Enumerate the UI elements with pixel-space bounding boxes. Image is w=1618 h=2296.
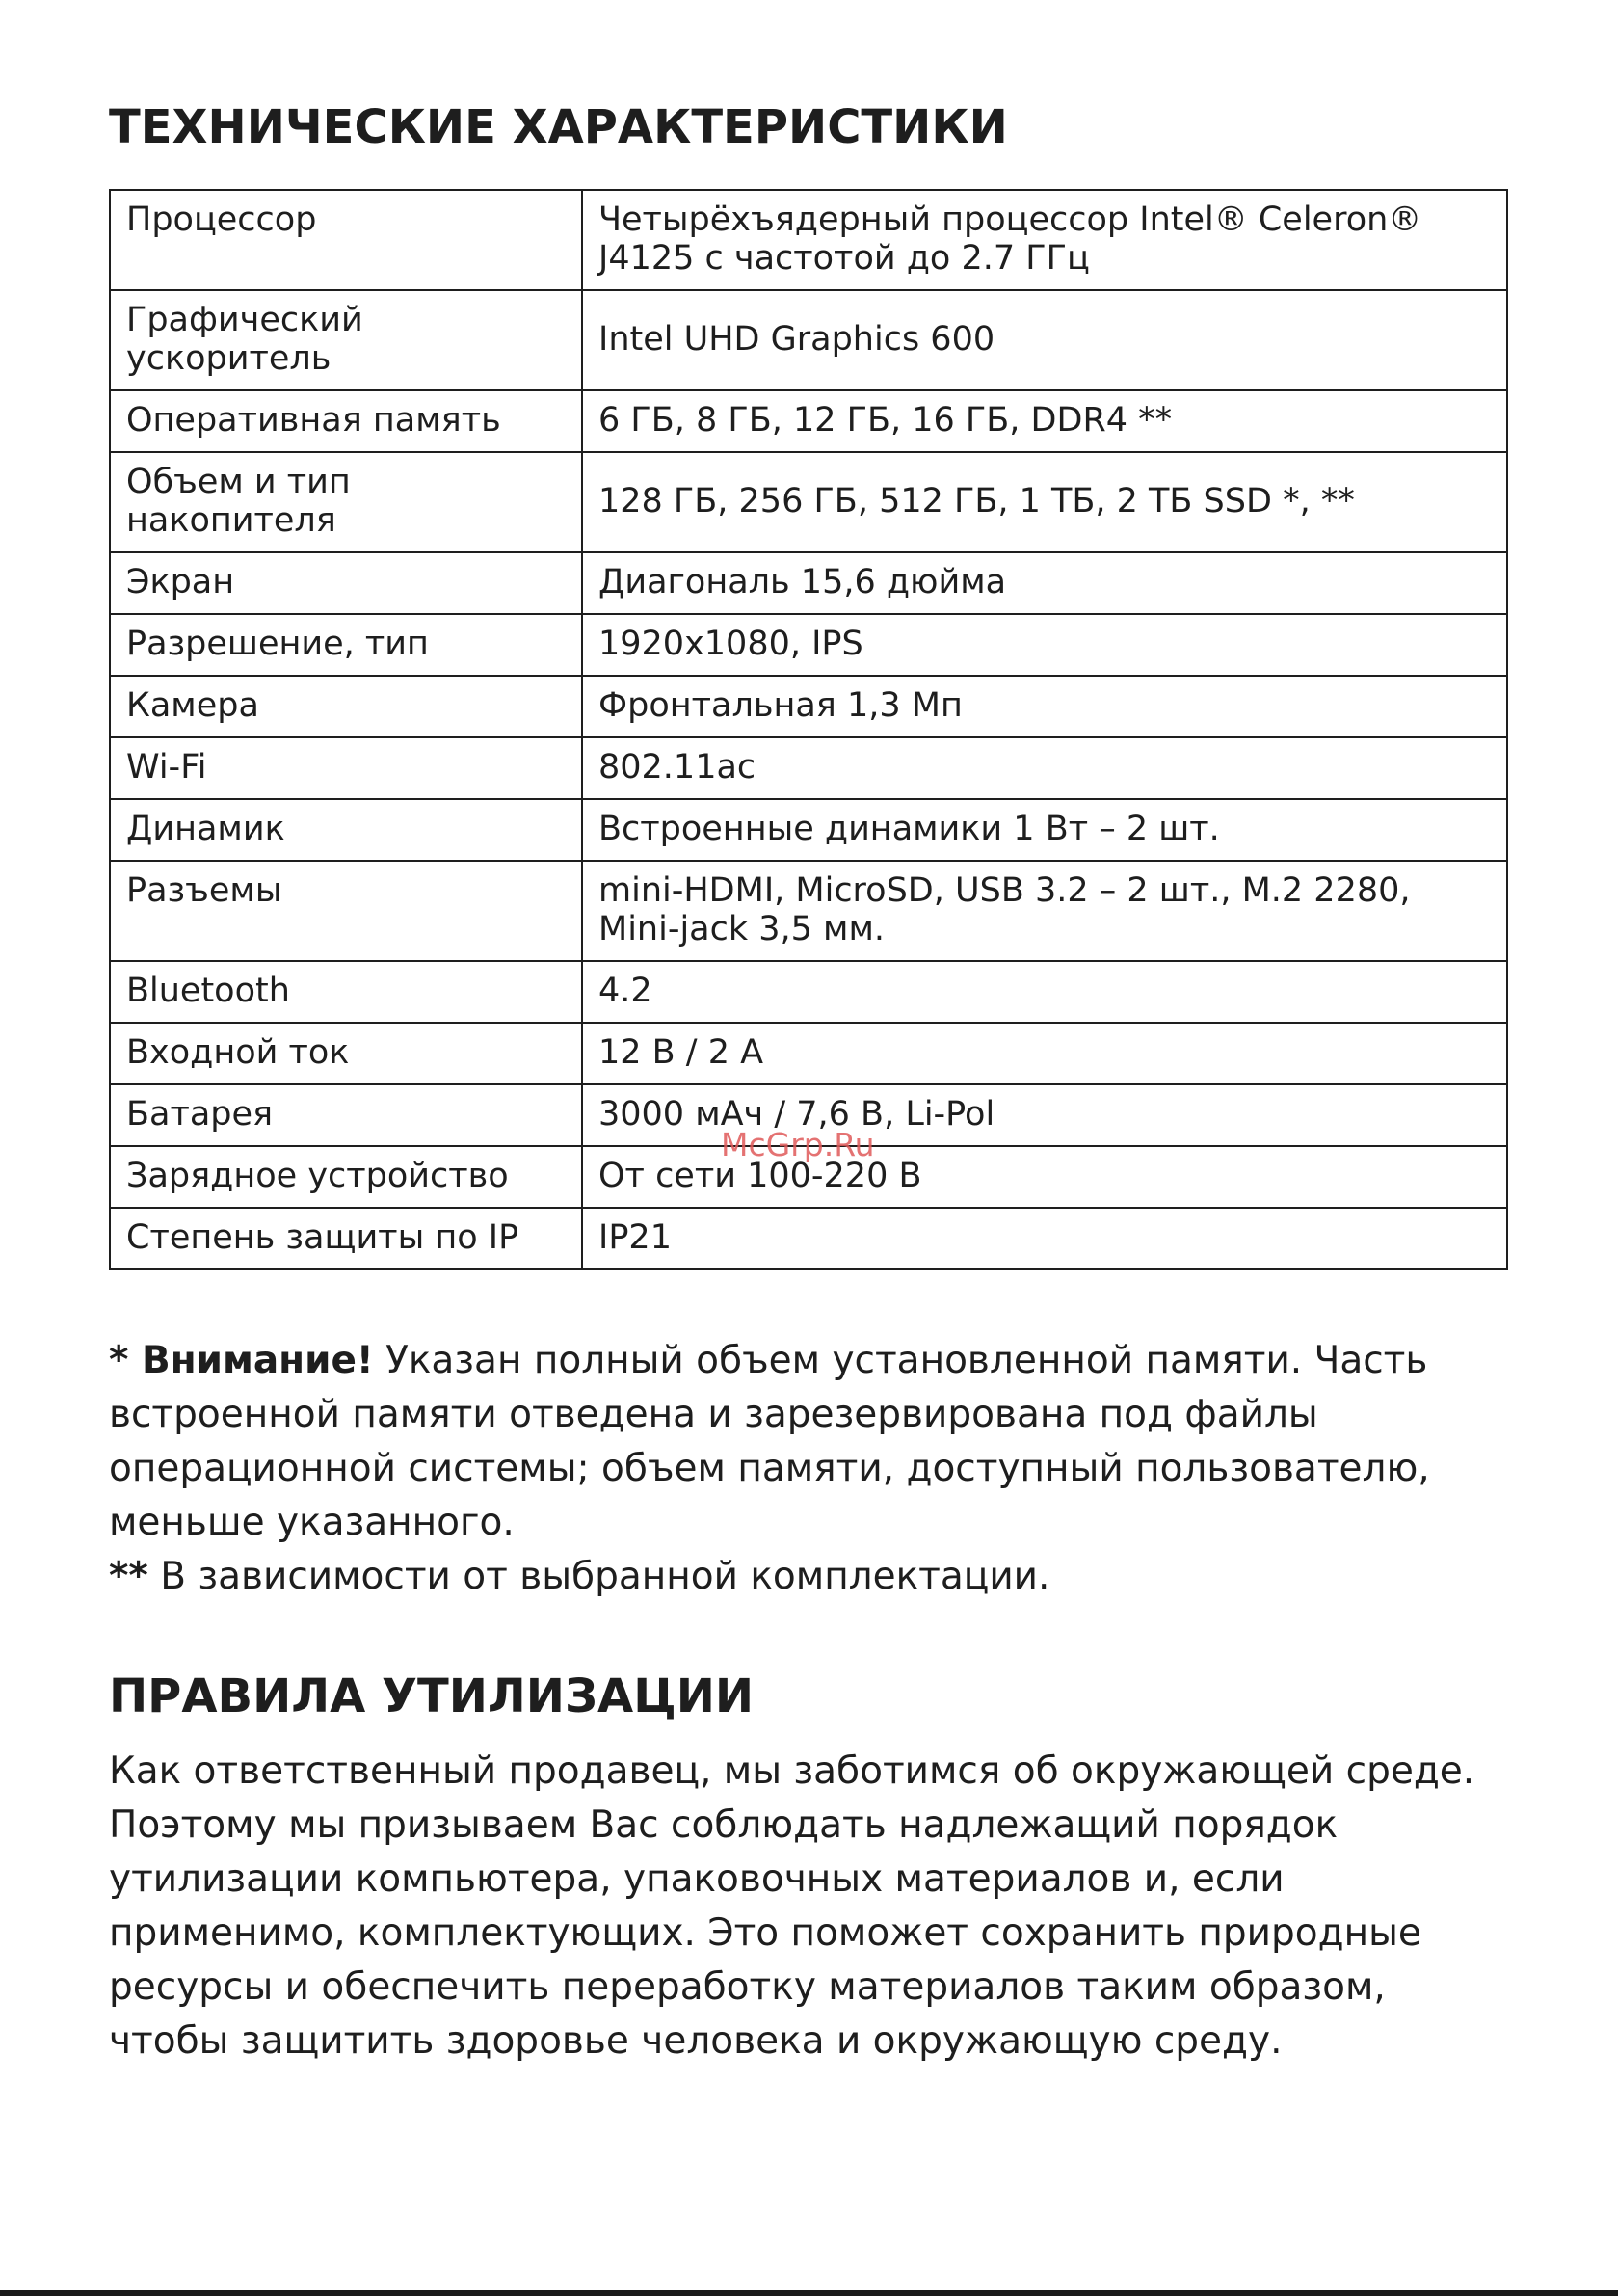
table-row (110, 676, 1507, 737)
spec-value: 3000 мАч / 7,6 В, Li-Pol (582, 1084, 1507, 1146)
warning-note (109, 1334, 1506, 1550)
spec-label: Экран (110, 552, 582, 614)
config-marker: ** (109, 1555, 148, 1598)
spec-label: Разъемы (110, 861, 582, 961)
watermark: McGrp.Ru (721, 1126, 875, 1163)
spec-label: Динамик (110, 799, 582, 861)
spec-label: Батарея (110, 1084, 582, 1146)
table-row (110, 737, 1507, 799)
spec-label: Степень защиты по IP (110, 1208, 582, 1269)
table-row (110, 861, 1507, 961)
table-row (110, 552, 1507, 614)
spec-label: Оперативная память (110, 390, 582, 452)
config-note (109, 1550, 1506, 1604)
config-text: В зависимости от выбранной комплектации. (147, 1555, 1050, 1598)
spec-label: Bluetooth (110, 961, 582, 1023)
spec-label: Процессор (110, 190, 582, 290)
spec-value: Диагональ 15,6 дюйма (582, 552, 1507, 614)
spec-label: Объем и тип накопителя (110, 452, 582, 552)
spec-label: Входной ток (110, 1023, 582, 1084)
spec-value: 4.2 (582, 961, 1507, 1023)
spec-value: 128 ГБ, 256 ГБ, 512 ГБ, 1 ТБ, 2 ТБ SSD *, ** (582, 452, 1507, 552)
spec-value: От сети 100-220 В (582, 1146, 1507, 1208)
warning-text: Указан полный объем установленной памяти. Часть встроенной памяти отведена и зарезервирована под файлы операционной системы; объем памяти, доступный пользователю, меньше указанного. (109, 1339, 1430, 1544)
spec-label: Wi-Fi (110, 737, 582, 799)
spec-value: Фронтальная 1,3 Мп (582, 676, 1507, 737)
specs-title: ТЕХНИЧЕСКИЕ ХАРАКТЕРИСТИКИ (109, 100, 1008, 154)
spec-value: 802.11ac (582, 737, 1507, 799)
spec-value: 12 В / 2 А (582, 1023, 1507, 1084)
disposal-title: ПРАВИЛА УТИЛИЗАЦИИ (109, 1669, 755, 1723)
spec-value: Intel UHD Graphics 600 (582, 290, 1507, 390)
spec-label: Разрешение, тип (110, 614, 582, 676)
table-row (110, 1208, 1507, 1269)
table-row (110, 452, 1507, 552)
table-row (110, 290, 1507, 390)
table-row (110, 190, 1507, 290)
specs-table (109, 189, 1508, 1270)
spec-value: 6 ГБ, 8 ГБ, 12 ГБ, 16 ГБ, DDR4 ** (582, 390, 1507, 452)
table-row (110, 1023, 1507, 1084)
footnotes (109, 1334, 1506, 1604)
spec-value: IP21 (582, 1208, 1507, 1269)
spec-value: Встроенные динамики 1 Вт – 2 шт. (582, 799, 1507, 861)
spec-label: Камера (110, 676, 582, 737)
spec-value: mini-HDMI, MicroSD, USB 3.2 – 2 шт., M.2 2280, Mini-jack 3,5 мм. (582, 861, 1507, 961)
table-row (110, 799, 1507, 861)
bottom-divider (0, 2290, 1618, 2296)
spec-label: Зарядное устройство (110, 1146, 582, 1208)
table-row (110, 390, 1507, 452)
spec-value: Четырёхъядерный процессор Intel® Celeron® J4125 с частотой до 2.7 ГГц (582, 190, 1507, 290)
warning-marker: * Внимание! (109, 1339, 374, 1382)
table-row (110, 961, 1507, 1023)
spec-value: 1920x1080, IPS (582, 614, 1507, 676)
spec-label: Графический ускоритель (110, 290, 582, 390)
disposal-text: Как ответственный продавец, мы заботимся об окружающей среде. Поэтому мы призываем Вас соблюдать надлежащий порядок утилизации компьютера, упаковочных материалов и, если применимо, комплектующих. Это поможет сохранить природные ресурсы и обеспечить переработку материалов таким образом, чтобы защитить здоровье человека и окружающую среду. (109, 1749, 1475, 2063)
table-row (110, 614, 1507, 676)
